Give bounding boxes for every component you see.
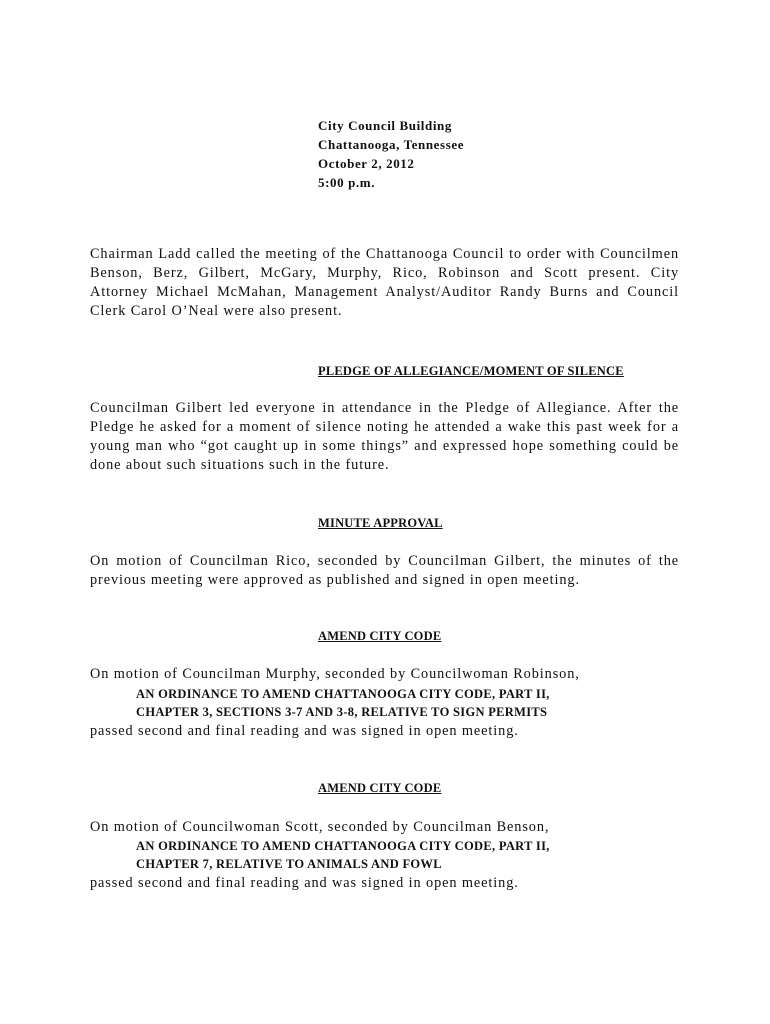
amend-2-title-line-2: CHAPTER 7, RELATIVE TO ANIMALS AND FOWL [136,857,442,871]
amend-city-code-heading-2: AMEND CITY CODE [318,781,442,795]
amend-1-title-line-1: AN ORDINANCE TO AMEND CHATTANOOGA CITY CODE, PART II, [136,687,550,701]
pledge-paragraph: Councilman Gilbert led everyone in attendance in the Pledge of Allegiance. After the Pledge he asked for a moment of silence noting he attended a wake this past week for a young man who “got caught up in some things” and expressed hope something could be done about such situations such in the future. [90,400,679,473]
meeting-date: October 2, 2012 [318,156,415,171]
opening-paragraph: Chairman Ladd called the meeting of the Chattanooga Council to order with Councilmen Benson, Berz, Gilbert, McGary, Murphy, Rico, Robinson and Scott present. City Attorney Michael McMahan, Management Analyst/Auditor Randy Burns and Council Clerk Carol O’Neal were also present. [90,246,679,319]
amend-2-motion: On motion of Councilwoman Scott, seconded by Councilman Benson, [90,819,550,835]
pledge-heading: PLEDGE OF ALLEGIANCE/MOMENT OF SILENCE [318,364,624,378]
city-location: Chattanooga, Tennessee [318,137,465,152]
meeting-header [318,116,464,192]
amend-1-result: passed second and final reading and was signed in open meeting. [90,723,519,739]
amend-1-motion: On motion of Councilman Murphy, seconded by Councilwoman Robinson, [90,666,580,682]
meeting-time: 5:00 p.m. [318,175,376,190]
minute-approval-paragraph: On motion of Councilman Rico, seconded by Councilman Gilbert, the minutes of the previous meeting were approved as published and signed in open meeting. [90,553,679,588]
amend-2-result: passed second and final reading and was signed in open meeting. [90,875,519,891]
amend-2-title-line-1: AN ORDINANCE TO AMEND CHATTANOOGA CITY CODE, PART II, [136,839,550,853]
amend-1-title-line-2: CHAPTER 3, SECTIONS 3-7 AND 3-8, RELATIVE TO SIGN PERMITS [136,705,548,719]
amend-city-code-heading-1: AMEND CITY CODE [318,629,442,643]
amend-1-ordinance-title [136,685,636,721]
building-name: City Council Building [318,118,452,133]
amend-2-ordinance-title [136,837,636,873]
minute-approval-heading: MINUTE APPROVAL [318,516,443,530]
